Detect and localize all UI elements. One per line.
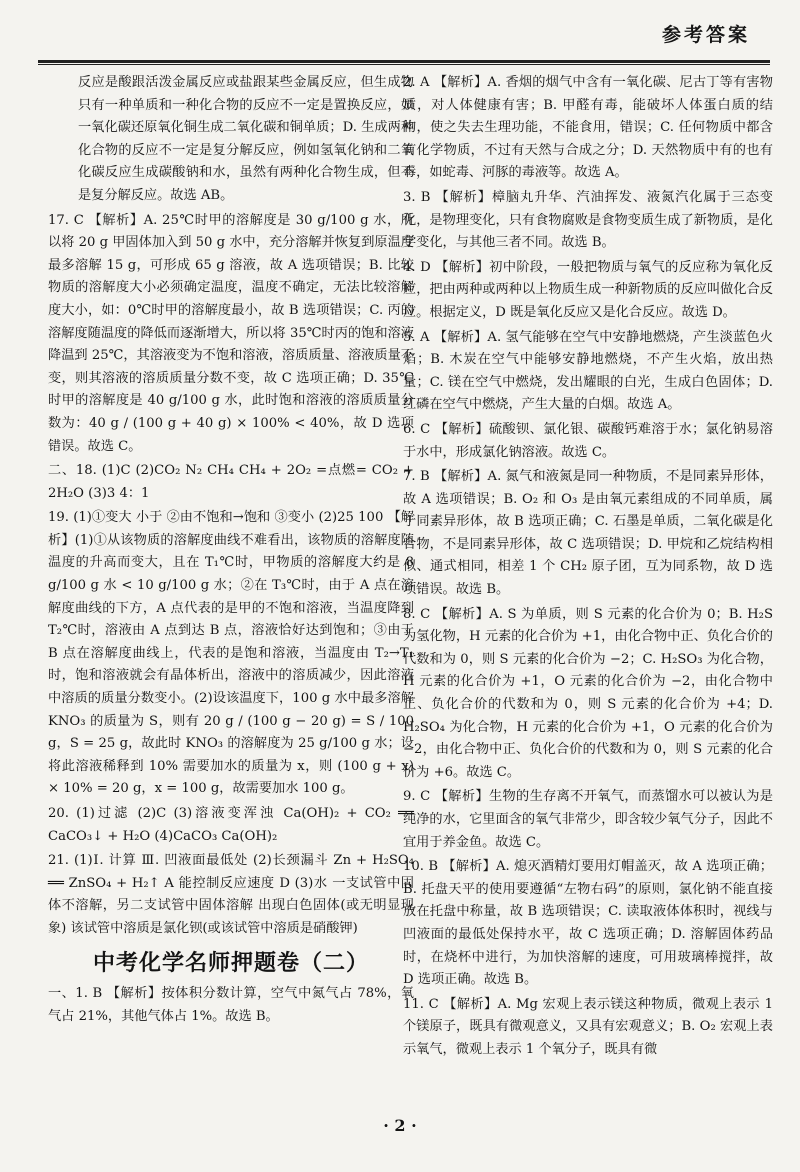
page-header-title: 参考答案 bbox=[661, 24, 750, 46]
header-rule-thin bbox=[38, 64, 770, 65]
answer-6: 6. C 【解析】硫酸钡、氯化银、碳酸钙难溶于水；氯化钠易溶于水中，形成氯化钠溶液。故选 C。 bbox=[403, 421, 773, 460]
page-number: · 2 · bbox=[383, 1116, 417, 1135]
answer-21: 21. (1)Ⅰ. 计算 Ⅲ. 凹液面最低处 (2)长颈漏斗 Zn + H₂SO₄ ══ ZnSO₄ + H₂↑ A 能控制反应速度 D (3)水 一支试管中固体不溶解，另二支试管中固体溶解 出现白色固体(或无明显现象) 该试管中溶质是氯化钡(或该试管中溶质是硝酸钾) bbox=[48, 853, 414, 936]
answer-7: 7. B 【解析】A. 氮气和液氮是同一种物质，不是同素异形体，故 A 选项错误；B. O₂ 和 O₃ 是由氧元素组成的不同单质，属于同素异形体，故 B 选项正确；C. 石墨是单质，二氧化碳是化合物，不是同素异形体，故 C 选项错误；D. 甲烷和乙烷结构相似、通式相同，相差 1 个 CH₂ 原子团，互为同系物，故 D 选项错误。故选 B。 bbox=[403, 469, 773, 598]
answer-1: 一、1. B 【解析】按体积分数计算，空气中氮气占 78%，氧气占 21%，其他气体占 1%。故选 B。 bbox=[48, 986, 414, 1024]
answer-10: 10. B 【解析】A. 熄灭酒精灯要用灯帽盖灭，故 A 选项正确；B. 托盘天平的使用要遵循“左物右码”的原则，氯化钠不能直接放在托盘中称量，故 B 选项错误；C. 读取液体体积时，视线与凹液面的最低处保持水平，故 C 选项正确；D. 溶解固体药品时，在烧杯中进行，为加快溶解的速度，可用玻璃棒搅拌，故 D 选项正确。故选 B。 bbox=[403, 859, 773, 988]
answer-2: 2. A 【解析】A. 香烟的烟气中含有一氧化碳、尼古丁等有害物质，对人体健康有害；B. 甲醛有毒，能破坏人体蛋白质的结构，使之失去生理功能，不能食用，错误；C. 任何物质中都含有化学物质，不过有天然与合成之分；D. 天然物质中有的也有毒，如蛇毒、河豚的毒液等。故选 A。 bbox=[403, 75, 773, 181]
section-title: 中考化学名师押题卷（二） bbox=[92, 950, 369, 976]
answer-4: 4. D 【解析】初中阶段，一般把物质与氧气的反应称为氧化反应，把由两种或两种以上物质生成一种新物质的反应叫做化合反应。根据定义，D 既是氧化反应又是化合反应。故选 D。 bbox=[403, 259, 773, 320]
left-column bbox=[48, 72, 414, 1030]
answer-8: 8. C 【解析】A. S 为单质，则 S 元素的化合价为 0；B. H₂S 为氢化物，H 元素的化合价为 +1，由化合物中正、负化合价的代数和为 0，则 S 元素的化合价为 −2；C. H₂SO₃ 为化合物，H 元素的化合价为 +1，O 元素的化合价为 −2，由化合物中正、负化合价的代数和为 0，则 S 元素的化合价为 +4；D. H₂SO₄ 为化合物，H 元素的化合价为 +1，O 元素的化合价为 −2，由化合物中正、负化合价的代数和为 0，则 S 元素的化合价为 +6。故选 C。 bbox=[403, 606, 773, 780]
answer-19: 19. (1)①变大 小于 ②由不饱和→饱和 ③变小 (2)25 100 【解析】(1)①从该物质的溶解度曲线不难看出，该物质的溶解度随温度的升高而变大，且在 T₁℃时，甲物质的溶解度大约是 8 g/100 g 水 < 10 g/100 g 水；②在 T₃℃时，由于 A 点在溶解度曲线的下方，A 点代表的是甲的不饱和溶液，当温度降到 T₂℃时，溶液由 A 点到达 B 点，溶液恰好达到饱和；③由于 B 点在溶解度曲线上，代表的是饱和溶液，当温度由 T₂→T₁ 时，饱和溶液就会有晶体析出，溶液中的溶质减少，因此溶液中溶质的质量分数变小。(2)设该温度下，100 g 水中最多溶解 KNO₃ 的质量为 S，则有 20 g / (100 g − 20 g) = S / 100 g，S = 25 g，故此时 KNO₃ 的溶解度为 25 g/100 g 水；设将此溶液稀释到 10% 需要加水的质量为 x，则 (100 g + x) × 10% = 20 g，x = 100 g，故需要加水 100 g。 bbox=[48, 510, 414, 797]
answer-17: 17. C 【解析】A. 25℃时甲的溶解度是 30 g/100 g 水，所以将 20 g 甲固体加入到 50 g 水中，充分溶解并恢复到原温度最多溶解 15 g，可形成 65 g 溶液，故 A 选项错误；B. 比较物质的溶解度大小必须确定温度，温度不确定，无法比较溶解度大小，如：0℃时甲的溶解度最小，故 B 选项错误；C. 丙的溶解度随温度的降低而逐渐增大，所以将 35℃时丙的饱和溶液降温到 25℃，其溶液变为不饱和溶液，溶质质量、溶液质量不变，则其溶液的溶质质量分数不变，故 C 选项正确；D. 35℃时甲的溶解度是 40 g/100 g 水，此时饱和溶液的溶质质量分数为：40 g / (100 g + 40 g) × 100% < 40%，故 D 选项错误。故选 C。 bbox=[48, 212, 414, 454]
answer-9: 9. C 【解析】生物的生存离不开氧气，而蒸馏水可以被认为是纯净的水，它里面含的氧气非常少，即含较少氧气分子，因此不宜用于养金鱼。故选 C。 bbox=[403, 789, 773, 850]
answer-11: 11. C 【解析】A. Mg 宏观上表示镁这种物质，微观上表示 1 个镁原子，既具有微观意义，又具有宏观意义；B. O₂ 宏观上表示氧气，微观上表示 1 个氧分子，既具有微 bbox=[403, 996, 773, 1057]
header-rule bbox=[38, 60, 770, 63]
q16-continuation: 反应是酸跟活泼金属反应或盐跟某些金属反应，但生成物只有一种单质和一种化合物的反应不一定是置换反应，如一氧化碳还原氧化铜生成二氧化碳和铜单质；D. 生成两种化合物的反应不一定是复分解反应，例如氢氧化钠和二氧化碳反应生成碳酸钠和水，虽然有两种化合物生成，但不是复分解反应。故选 AB。 bbox=[78, 75, 414, 203]
right-column bbox=[403, 72, 773, 1064]
answer-20: 20. (1)过滤 (2)C (3)溶液变浑浊 Ca(OH)₂ + CO₂ ══ CaCO₃↓ + H₂O (4)CaCO₃ Ca(OH)₂ bbox=[48, 806, 414, 844]
answer-3: 3. B 【解析】樟脑丸升华、汽油挥发、液氮汽化属于三态变化，是物理变化，只有食物腐败是食物变质生成了新物质，是化学变化，与其他三者不同。故选 B。 bbox=[403, 189, 773, 251]
answer-5: 5. A 【解析】A. 氢气能够在空气中安静地燃烧，产生淡蓝色火焰；B. 木炭在空气中能够安静地燃烧，不产生火焰，放出热量；C. 镁在空气中燃烧，发出耀眼的白光，生成白色固体；D. 红磷在空气中燃烧，产生大量的白烟。故选 A。 bbox=[403, 329, 773, 413]
answer-18: 二、18. (1)C (2)CO₂ N₂ CH₄ CH₄ + 2O₂ =点燃= CO₂ + 2H₂O (3)3 4：1 bbox=[48, 463, 414, 501]
